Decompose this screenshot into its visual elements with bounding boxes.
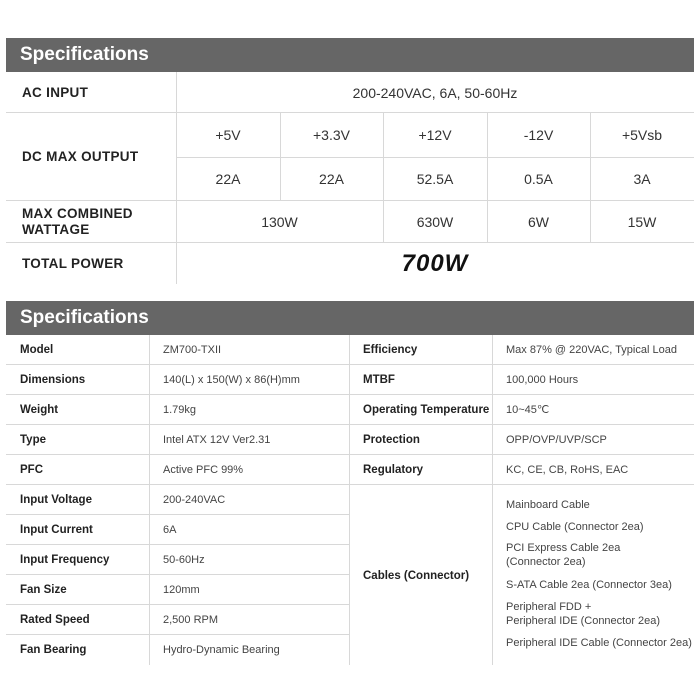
spec-table-body: [6, 335, 694, 665]
cable-item: Peripheral IDE (Connector 2ea): [506, 615, 661, 627]
combined-value: 6W: [528, 214, 549, 230]
combined-wattage-label: [6, 201, 176, 242]
rail-label: +5Vsb: [621, 127, 663, 143]
cable-item: CPU Cable (Connector 2ea): [506, 521, 644, 533]
spec-value: KC, CE, CB, RoHS, EAC: [506, 463, 629, 476]
table-row: [6, 335, 694, 365]
ac-input-label: AC INPUT: [22, 84, 89, 100]
combined-value: 15W: [627, 214, 657, 230]
spec-label: Type: [20, 433, 46, 446]
spec-value: 6A: [163, 523, 177, 536]
spec-label: PFC: [20, 463, 43, 476]
spec-value: 200-240VAC: [163, 493, 226, 506]
combined-value: 130W: [261, 214, 298, 230]
spec-value: ZM700-TXII: [163, 343, 222, 356]
spec-value: Active PFC 99%: [163, 463, 244, 476]
cable-item: (Connector 2ea): [506, 556, 586, 568]
combined-label-line2: WATTAGE: [22, 221, 90, 237]
spec-value: Intel ATX 12V Ver2.31: [163, 433, 271, 446]
ac-input-row: [6, 72, 694, 113]
table-row: [6, 455, 694, 485]
spec-label: Input Current: [20, 523, 93, 536]
spec-value: Hydro-Dynamic Bearing: [163, 644, 280, 656]
rail-label: +5V: [215, 127, 241, 143]
ac-input-value: 200-240VAC, 6A, 50-60Hz: [352, 84, 518, 101]
cable-item: Peripheral IDE Cable (Connector 2ea): [506, 637, 692, 649]
dc-output-label: DC MAX OUTPUT: [22, 149, 139, 164]
spec-label: Efficiency: [363, 343, 418, 356]
spec-label: Dimensions: [20, 373, 86, 386]
cable-item: PCI Express Cable 2ea: [506, 542, 621, 554]
cable-item: Peripheral FDD +: [506, 601, 592, 613]
rail-label: +12V: [418, 127, 452, 143]
rail-current: 52.5A: [416, 171, 454, 187]
rail-current: 0.5A: [524, 171, 553, 187]
spec-value: 50-60Hz: [163, 553, 205, 566]
spec-value: Max 87% @ 220VAC, Typical Load: [506, 343, 677, 356]
spec-value: 140(L) x 150(W) x 86(H)mm: [163, 373, 300, 386]
rail-current: 3A: [633, 171, 651, 187]
total-power-value: 700W: [401, 249, 469, 277]
spec-label: Operating Temperature: [363, 403, 490, 416]
rail-current: 22A: [319, 171, 344, 187]
table-title: Specifications: [6, 301, 694, 335]
total-power-label: TOTAL POWER: [22, 256, 124, 271]
spec-value: 100,000 Hours: [506, 373, 579, 386]
spec-label: Fan Bearing: [20, 644, 87, 656]
table-row: [6, 395, 694, 425]
cable-item: S-ATA Cable 2ea (Connector 3ea): [506, 579, 672, 591]
total-power-row: [6, 243, 694, 284]
spec-label: Weight: [20, 403, 59, 416]
product-spec-table: [6, 301, 694, 665]
spec-label: Fan Size: [20, 583, 67, 596]
spec-value: OPP/OVP/UVP/SCP: [506, 433, 607, 446]
rail-label: -12V: [523, 127, 554, 143]
spec-value: 120mm: [163, 583, 200, 596]
spec-label: Rated Speed: [20, 613, 90, 626]
combined-wattage-row: [6, 201, 694, 243]
combined-value: 630W: [416, 214, 454, 230]
table-row: [6, 425, 694, 455]
cables-label: Cables (Connector): [349, 486, 492, 665]
spec-value: 2,500 RPM: [163, 613, 219, 626]
cable-item: Mainboard Cable: [506, 499, 590, 511]
spec-value: 10~45℃: [506, 404, 550, 416]
cables-list: [492, 486, 694, 665]
spec-label: Model: [20, 343, 54, 356]
spec-label: MTBF: [363, 373, 395, 386]
spec-label: Input Frequency: [20, 553, 110, 566]
spec-label: Input Voltage: [20, 493, 92, 506]
combined-label-line1: MAX COMBINED: [22, 205, 133, 221]
table-row: [6, 365, 694, 395]
rail-current: 22A: [215, 171, 241, 187]
spec-label: Protection: [363, 433, 420, 446]
rail-label: +3.3V: [313, 127, 350, 143]
table-title: Specifications: [6, 38, 694, 72]
dc-output-row: [6, 113, 694, 201]
power-spec-table: [6, 38, 694, 284]
spec-value: 1.79kg: [163, 403, 197, 416]
spec-label: Regulatory: [363, 463, 424, 476]
